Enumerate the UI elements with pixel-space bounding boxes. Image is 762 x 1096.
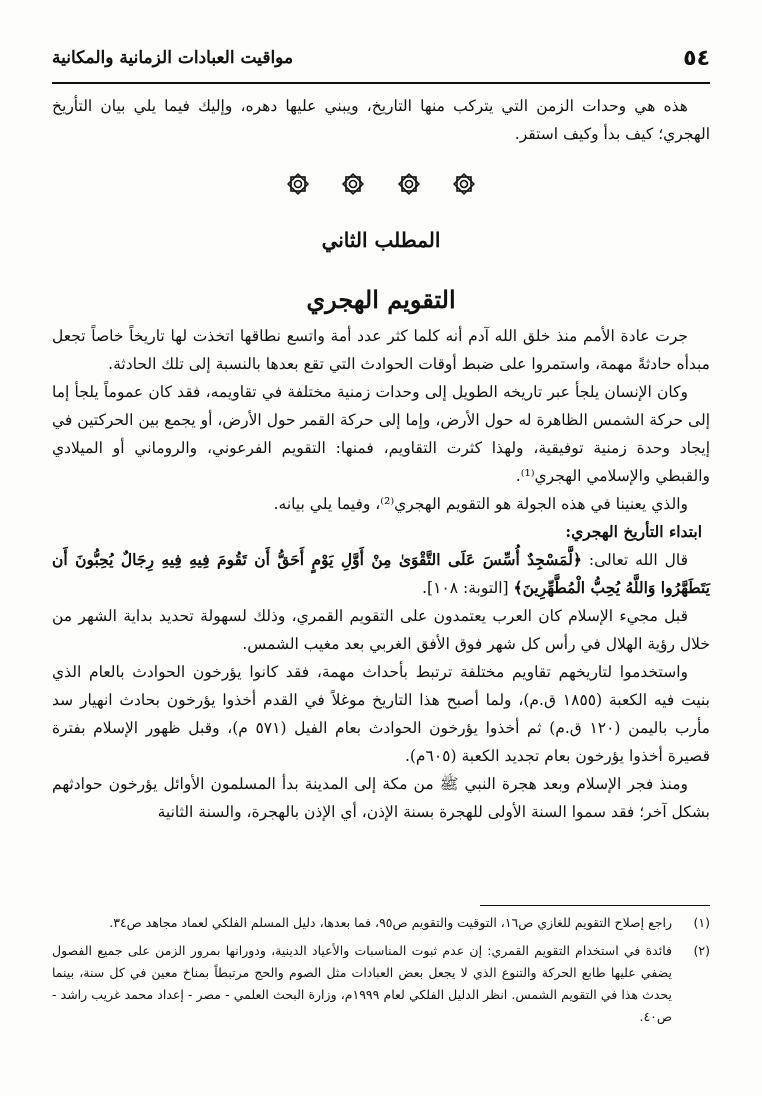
footnote-divider (480, 905, 710, 906)
quran-lead: قال الله تعالى: (581, 551, 688, 569)
header-rule (52, 82, 710, 84)
paragraph: قبل مجيء الإسلام كان العرب يعتمدون على التقويم القمري، وذلك لسهولة تحديد بداية الشهر من خلال رؤية الهلال في رأس كل شهر فوق الأفق الغربي بعد مغيب الشمس. (52, 607, 710, 653)
ornament-icon (341, 172, 365, 196)
intro-paragraph: هذه هي وحدات الزمن التي يتركب منها التاريخ، ويبني عليها دهره، وإليك فيما يلي بيان التأريخ الهجري؛ كيف بدأ وكيف استقر. (52, 97, 710, 143)
section-title: المطلب الثاني (321, 228, 441, 252)
paragraph: وكان الإنسان يلجأ عبر تاريخه الطويل إلى وحدات زمنية مختلفة في تقاويمه، فقد كان عموماً يلجأ إما إلى حركة الشمس الظاهرة له حول الأرض، وإما إلى حركة القمر حول الأرض، أو يجمع بين الحركتين في إيجاد وحدة زمنية توفيقية، ولهذا كثرت التقاويم، فمنها: التقويم الفرعوني، والروماني أو الميلادي والقبطي والإسلامي الهجري⁽¹⁾. (52, 383, 710, 485)
section-subtitle: التقويم الهجري (306, 285, 456, 314)
paragraph: والذي يعنينا في هذه الجولة هو التقويم الهجري⁽²⁾، وفيما يلي بيانه. (273, 495, 688, 513)
paragraph: ومنذ فجر الإسلام وبعد هجرة النبي ﷺ من مكة إلى المدينة بدأ المسلمون الأوائل يؤرخون حوادثهم بشكل آخر؛ فقد سموا السنة الأولى للهجرة بسنة الإذن، أي الإذن بالهجرة، والسنة الثانية (52, 775, 710, 821)
page-header (52, 40, 710, 84)
intro-block (52, 92, 710, 148)
main-text (52, 322, 710, 826)
paragraph: جرت عادة الأمم منذ خلق الله آدم أنه كلما كثر عدد أمة واتسع نطاقها اتخذت لها تاريخاً خاصاً تجعل مبدأه حادثةً مهمة، واستمروا على ضبط أوقات الحوادث التي تقع بعدها بالنسبة إلى تلك الحادثة. (52, 327, 710, 373)
subheading: ابتداء التأريخ الهجري: (565, 522, 702, 541)
footnotes (52, 912, 710, 1034)
paragraph: واستخدموا لتاريخهم تقاويم مختلفة ترتبط بأحداث مهمة، فقد كانوا يؤرخون الحوادث بالعام الذي بنيت فيه الكعبة (١٨٥٥ ق.م)، ولما أصبح هذا التاريخ موغلاً في القدم أخذوا يؤرخون بحادث انهيار سد مأرب باليمن (١٢٠ ق.م) ثم أخذوا يؤرخون الحوادث بعام الفيل (٥٧١ م)، وقبل ظهور الإسلام بفترة قصيرة أخذوا يؤرخون بعام تجديد الكعبة (٦٠٥م). (52, 663, 710, 765)
page-number: ٥٤ (683, 46, 710, 71)
footnote-text: راجع إصلاح التقويم للغازي ص١٦، التوقيت والتقويم ص٩٥، فما بعدها، دليل المسلم الفلكي لعماد مجاهد ص٣٤. (109, 915, 672, 930)
ornament-icon (452, 172, 476, 196)
footnote-text: فائدة في استخدام التقويم القمري: إن عدم ثبوت المناسبات والأعياد الدينية، ودورانها بمرور الزمن على جميع الفصول يضفي عليها طابع الحركة والتنوع الذي لا يجعل بعض العبادات مثل الصوم والحج مرتبطاً بمناخ معين في كل سنة، بينما يحدث هذا في التقويم الشمس. انظر الدليل الفلكي لعام ١٩٩٩م، وزارة البحث العلمي - مصر - إعداد محمد غريب راشد - ص٤٠. (52, 943, 672, 1024)
ornament-icon (397, 172, 421, 196)
ornament-icon (286, 172, 310, 196)
running-title: مواقيت العبادات الزمانية والمكانية (52, 48, 294, 68)
footnote (52, 912, 710, 934)
section-ornaments (0, 172, 762, 200)
quran-reference: [التوبة: ١٠٨]. (422, 579, 514, 597)
quran-verse: ﴿لَّمَسْجِدٌ أُسِّسَ عَلَى التَّقْوَىٰ مِنْ أَوَّلِ يَوْمٍ أَحَقُّ أَن تَقُومَ فِيهِ فِيهِ رِجَالٌ يُحِبُّونَ أَن يَتَطَهَّرُوا وَاللَّهُ يُحِبُّ الْمُطَّهِّرِينَ﴾ (52, 550, 710, 597)
footnote (52, 940, 710, 1028)
footnote-number: (٢) (693, 943, 710, 958)
quran-paragraph (52, 546, 710, 602)
footnote-number: (١) (693, 915, 710, 930)
